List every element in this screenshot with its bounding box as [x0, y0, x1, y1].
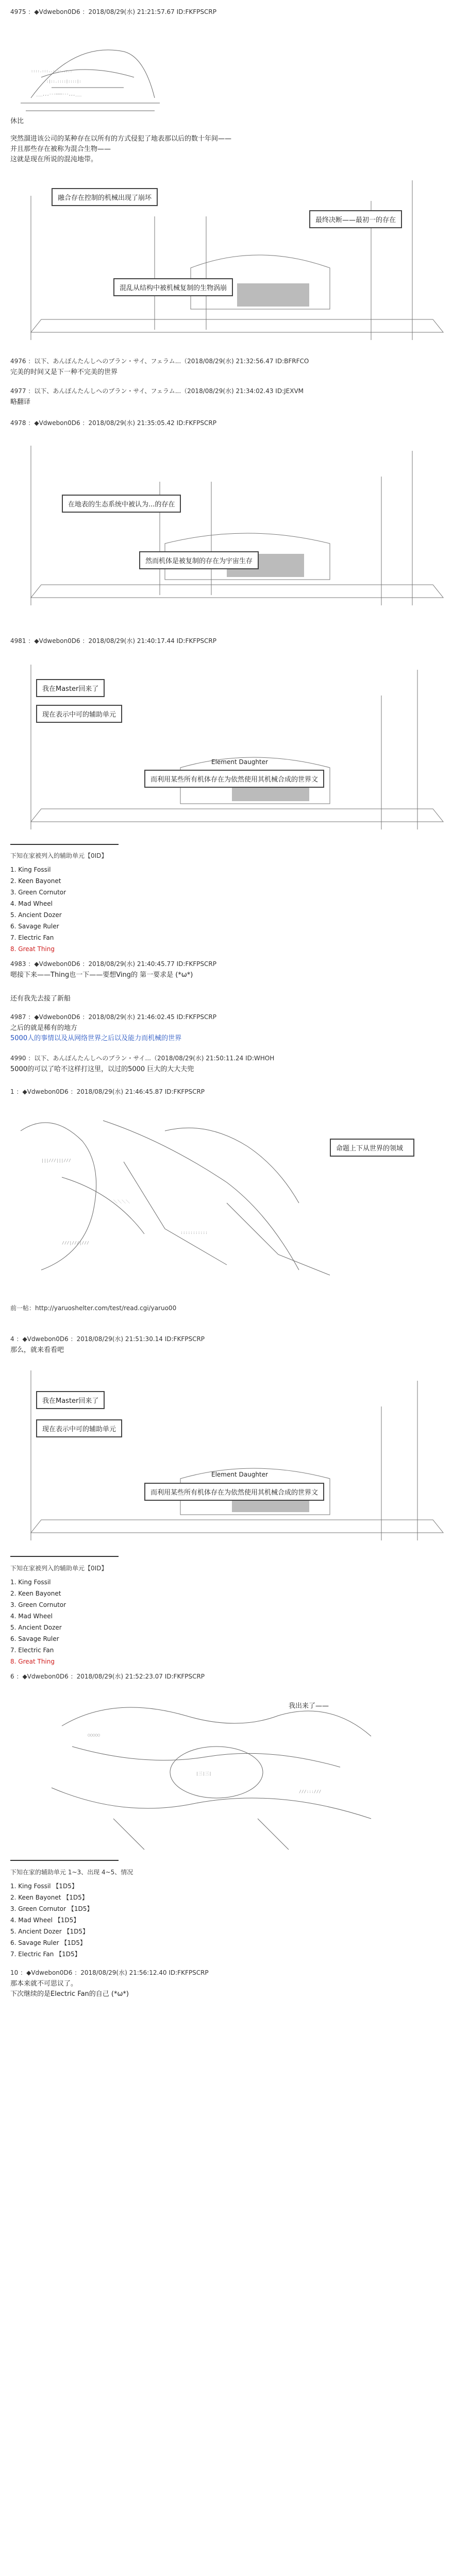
divider: [10, 1556, 119, 1557]
speech-balloon: 现在表示中可的辅助单元: [36, 705, 122, 723]
speech-balloon: 而利用某些所有机体存在为依然使用其机械合成的世界文: [144, 1483, 324, 1501]
list-item: 2. Keen Bayonet: [10, 1590, 61, 1597]
ascii-art-machine-scene: [10, 430, 459, 616]
post-header-4990: [10, 1054, 459, 1075]
post-meta: 1 ：◆Vdwebon0D6 ：2018/08/29(水) 21:46:45.87 ID:FKFPSCRP: [10, 1088, 205, 1095]
ascii-art-machine-scene: [10, 1360, 459, 1551]
svg-text:○○○○○: ○○○○○: [88, 1733, 100, 1737]
post-line: 那么，就来看看吧: [10, 1346, 64, 1354]
ascii-art-ship: [10, 21, 165, 124]
svg-text:＼＼＼＼: ＼＼＼＼: [113, 1199, 130, 1204]
post-meta: 4983 ：◆Vdwebon0D6 ：2018/08/29(水) 21:40:45.77 ID:FKFPSCRP: [10, 960, 216, 968]
list-title: 下知在家的辅助单元 1~3、出现 4~5、情况: [10, 1869, 133, 1876]
post-header-4981: [10, 636, 459, 645]
list-item: 4. Mad Wheel: [10, 900, 53, 907]
speech-balloon: 混乱从结构中被机械复制的生物涡崩: [113, 278, 233, 296]
post-meta: 10 ：◆Vdwebon0D6 ：2018/08/29(水) 21:56:12.40 ID:FKFPSCRP: [10, 1969, 209, 1976]
post-meta: 4975 ：◆Vdwebon0D6 ：2018/08/29(水) 21:21:57.67 ID:FKFPSCRP: [10, 8, 216, 15]
post-line: 那本来就不可思议了。: [10, 1980, 78, 1988]
speech-balloon: 而利用某些所有机体存在为依然使用其机械合成的世界文: [144, 770, 324, 788]
ascii-art-mech: [10, 1685, 459, 1855]
post-meta: 4990 ：以下、あんぽんたんしへのブラン・サイ...（2018/08/29(水) 21:50:11.24 ID:WHOH: [10, 1055, 275, 1062]
post-header-1: [10, 7, 459, 16]
list-item: 4. Mad Wheel: [10, 1613, 53, 1620]
element-daughter-label: Element Daughter: [211, 1471, 268, 1478]
sign-board: 命题上下从世界的领域: [330, 1139, 414, 1157]
post-line: 突然溜进该公司的某种存在以所有的方式侵犯了地表那以后的数十年间——: [10, 135, 232, 143]
speech-balloon: 融合存在控制的机械出现了崩坏: [52, 188, 158, 206]
post-meta: 4977 ：以下、あんぽんたんしへのブラン・サイ、フェラム...（2018/08/29(水) 21:34:02.43 ID:JEXVM: [10, 387, 304, 395]
post-line: 还有我先去接了新船: [10, 995, 71, 1003]
post-body: [10, 992, 459, 1004]
speech-balloon: 最终决断——最初一的存在: [309, 210, 402, 228]
post-line: 之后的就是稀有的地方: [10, 1024, 78, 1032]
list-item: 1. King Fossil: [10, 866, 51, 873]
post-title: 休比: [10, 117, 24, 125]
list-item: 7. Electric Fan: [10, 1647, 54, 1654]
unit-list-1: [10, 851, 459, 955]
list-item: 3. Green Cornutor 【1D5】: [10, 1905, 93, 1912]
list-item: 5. Ancient Dozer: [10, 911, 62, 919]
list-title: 下知在家被列入的辅助单元【0ID】: [10, 1565, 108, 1572]
post-meta: 6 ：◆Vdwebon0D6 ：2018/08/29(水) 21:52:23.07 ID:FKFPSCRP: [10, 1673, 205, 1680]
post-header-4976: [10, 357, 459, 378]
post-meta: 4981 ：◆Vdwebon0D6 ：2018/08/29(水) 21:40:17.44 ID:FKFPSCRP: [10, 637, 216, 645]
list-item: 2. Keen Bayonet: [10, 877, 61, 885]
list-item: 5. Ancient Dozer 【1D5】: [10, 1928, 89, 1935]
post-header-4977: [10, 386, 459, 408]
list-item-selected: 8. Great Thing: [10, 945, 55, 953]
ascii-art-machine-scene: [10, 649, 459, 840]
list-item: 6. Savage Ruler: [10, 1635, 59, 1642]
svg-text:///:::///: ///:::///: [299, 1789, 322, 1794]
svg-text::::::::::::: :::::::::::: [180, 1230, 208, 1235]
post-header-10: [10, 1968, 459, 1999]
speech-balloon: 我在Master回来了: [36, 1391, 105, 1409]
list-item: 7. Electric Fan: [10, 934, 54, 941]
post-meta: 4 ：◆Vdwebon0D6 ：2018/08/29(水) 21:51:30.14 ID:FKFPSCRP: [10, 1335, 205, 1343]
svg-text:|三|三|: |三|三|: [196, 1771, 212, 1776]
speech-balloon: 现在表示中可的辅助单元: [36, 1419, 122, 1437]
post-header-4: [10, 1334, 459, 1355]
post-line: 5000人的事情以及从网络世界之后以及能力而机械的世界: [10, 1035, 182, 1042]
post-meta: 4976 ：以下、あんぽんたんしへのブラン・サイ、フェラム...（2018/08/29(水) 21:32:56.47 ID:BFRFCO: [10, 358, 309, 365]
post-line: 略翻译: [10, 398, 31, 406]
post-line: 5000的可以了哈不这样打这里，以过的5000 巨大的大大夫兜: [10, 1065, 194, 1073]
post-line: 下次继续的是Electric Fan的自己 (*ω*): [10, 1990, 129, 1998]
speech-balloon: 在地表的生态系统中被认为...的存在: [62, 495, 181, 513]
svg-text:___,,,---~~~‐‐‐,,,___: ___,,,---~~~‐‐‐,,,___: [36, 92, 82, 96]
svg-text:::::.:::..::::..:::: ::::.:::..::::..:::: [31, 69, 73, 73]
prev-thread-link[interactable]: [10, 1303, 459, 1312]
unit-list-3: [10, 1868, 459, 1960]
speech-text: 我出来了——: [289, 1702, 329, 1710]
ascii-art-mech-battle: [10, 1100, 459, 1291]
post-line: 这就是现在所说的混沌地带。: [10, 156, 98, 163]
list-item: 5. Ancient Dozer: [10, 1624, 62, 1631]
list-item: 3. Green Cornutor: [10, 1601, 66, 1608]
svg-text:|||///|||///: |||///|||///: [41, 1158, 71, 1163]
list-item: 1. King Fossil 【1D5】: [10, 1883, 78, 1890]
post-line: 嗯接下来——Thing也一下——要想Ving的 第一要求是 (*ω*): [10, 971, 193, 979]
list-item: 1. King Fossil: [10, 1579, 51, 1586]
post-meta: 4978 ：◆Vdwebon0D6 ：2018/08/29(水) 21:35:05.42 ID:FKFPSCRP: [10, 419, 216, 427]
list-item: 3. Green Cornutor: [10, 889, 66, 896]
post-header-4987: [10, 1012, 459, 1044]
list-item: 6. Savage Ruler 【1D5】: [10, 1939, 86, 1946]
link-text[interactable]: 前一帖：http://yaruoshelter.com/test/read.cgi/yaruo00: [10, 1304, 177, 1312]
post-line: 并且那些存在被称为混合生物——: [10, 145, 111, 153]
post-meta: 4987 ：◆Vdwebon0D6 ：2018/08/29(水) 21:46:02.45 ID:FKFPSCRP: [10, 1013, 216, 1021]
svg-text:///|///|///: ///|///|///: [62, 1241, 89, 1245]
unit-list-2: [10, 1564, 459, 1667]
speech-balloon: 我在Master回来了: [36, 679, 105, 697]
list-item: 2. Keen Bayonet 【1D5】: [10, 1894, 88, 1901]
ascii-art-machine-scene: [10, 155, 459, 350]
post-header-4983: [10, 959, 459, 980]
post-header-1: [10, 1087, 459, 1096]
divider: [10, 1860, 119, 1861]
post-header-6: [10, 1672, 459, 1681]
divider: [10, 844, 119, 845]
speech-balloon: 然而机体是被复制的存在为宇宙生存: [139, 551, 259, 569]
post-line: 完美的时间又是下一种不完美的世界: [10, 368, 118, 376]
list-item: 6. Savage Ruler: [10, 923, 59, 930]
list-item: 7. Electric Fan 【1D5】: [10, 1951, 81, 1958]
list-item: 4. Mad Wheel 【1D5】: [10, 1917, 80, 1924]
list-item-selected: 8. Great Thing: [10, 1658, 55, 1665]
post-header-4978: [10, 418, 459, 427]
list-title: 下知在家被列入的辅助单元【0ID】: [10, 852, 108, 859]
element-daughter-label: Element Daughter: [211, 758, 268, 766]
svg-text::|::.::::|::::|:: :|::.::::|::::|:: [46, 79, 81, 83]
